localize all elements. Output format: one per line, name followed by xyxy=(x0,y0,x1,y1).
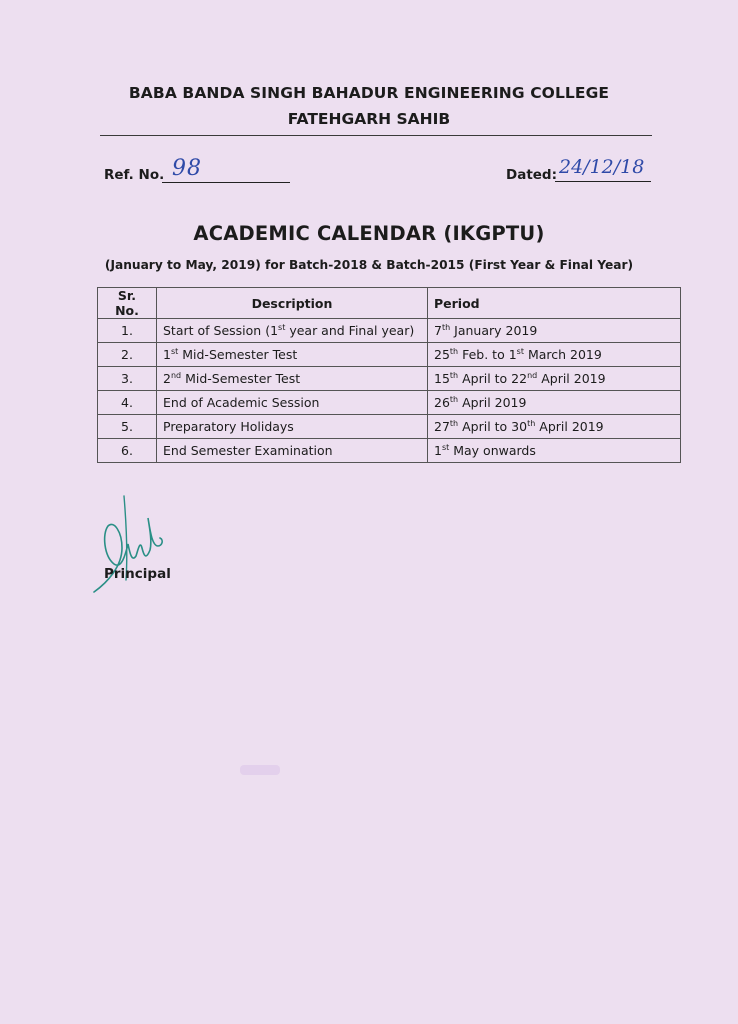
column-header-sr-no: Sr. No. xyxy=(98,288,157,319)
header-divider xyxy=(100,135,652,136)
cell-sr-no: 6. xyxy=(98,439,157,463)
column-header-period: Period xyxy=(428,288,681,319)
cell-period: 15th April to 22nd April 2019 xyxy=(428,367,681,391)
cell-description: 1st Mid-Semester Test xyxy=(157,343,428,367)
column-header-description: Description xyxy=(157,288,428,319)
table-row xyxy=(98,391,681,415)
ref-number-handwritten: 98 xyxy=(172,156,202,181)
cell-description: Start of Session (1st year and Final year) xyxy=(157,319,428,343)
faint-mark xyxy=(240,765,280,775)
cell-period: 27th April to 30th April 2019 xyxy=(428,415,681,439)
signatory-title: Principal xyxy=(104,566,171,582)
document-title: ACADEMIC CALENDAR (IKGPTU) xyxy=(193,222,545,245)
table-row xyxy=(98,319,681,343)
dated-label: Dated: xyxy=(506,167,557,183)
cell-description: End Semester Examination xyxy=(157,439,428,463)
cell-period: 7th January 2019 xyxy=(428,319,681,343)
table-header-row xyxy=(98,288,681,319)
cell-sr-no: 5. xyxy=(98,415,157,439)
table-row xyxy=(98,415,681,439)
cell-sr-no: 1. xyxy=(98,319,157,343)
table-row xyxy=(98,343,681,367)
table-row xyxy=(98,367,681,391)
principal-signature xyxy=(88,490,168,600)
cell-period: 26th April 2019 xyxy=(428,391,681,415)
cell-period: 25th Feb. to 1st March 2019 xyxy=(428,343,681,367)
cell-period: 1st May onwards xyxy=(428,439,681,463)
cell-sr-no: 4. xyxy=(98,391,157,415)
cell-description: End of Academic Session xyxy=(157,391,428,415)
cell-sr-no: 2. xyxy=(98,343,157,367)
cell-description: Preparatory Holidays xyxy=(157,415,428,439)
table-row xyxy=(98,439,681,463)
document-subtitle: (January to May, 2019) for Batch-2018 & Batch-2015 (First Year & Final Year) xyxy=(104,258,634,272)
dated-underline xyxy=(555,181,651,182)
ref-number-underline xyxy=(162,182,290,183)
ref-number-label: Ref. No. xyxy=(104,167,165,183)
cell-sr-no: 3. xyxy=(98,367,157,391)
table-body xyxy=(98,319,681,463)
college-name: BABA BANDA SINGH BAHADUR ENGINEERING COLLEGE xyxy=(128,84,610,102)
cell-description: 2nd Mid-Semester Test xyxy=(157,367,428,391)
academic-calendar-table xyxy=(97,287,681,463)
dated-handwritten: 24/12/18 xyxy=(559,156,645,178)
college-place: FATEHGARH SAHIB xyxy=(287,110,451,128)
